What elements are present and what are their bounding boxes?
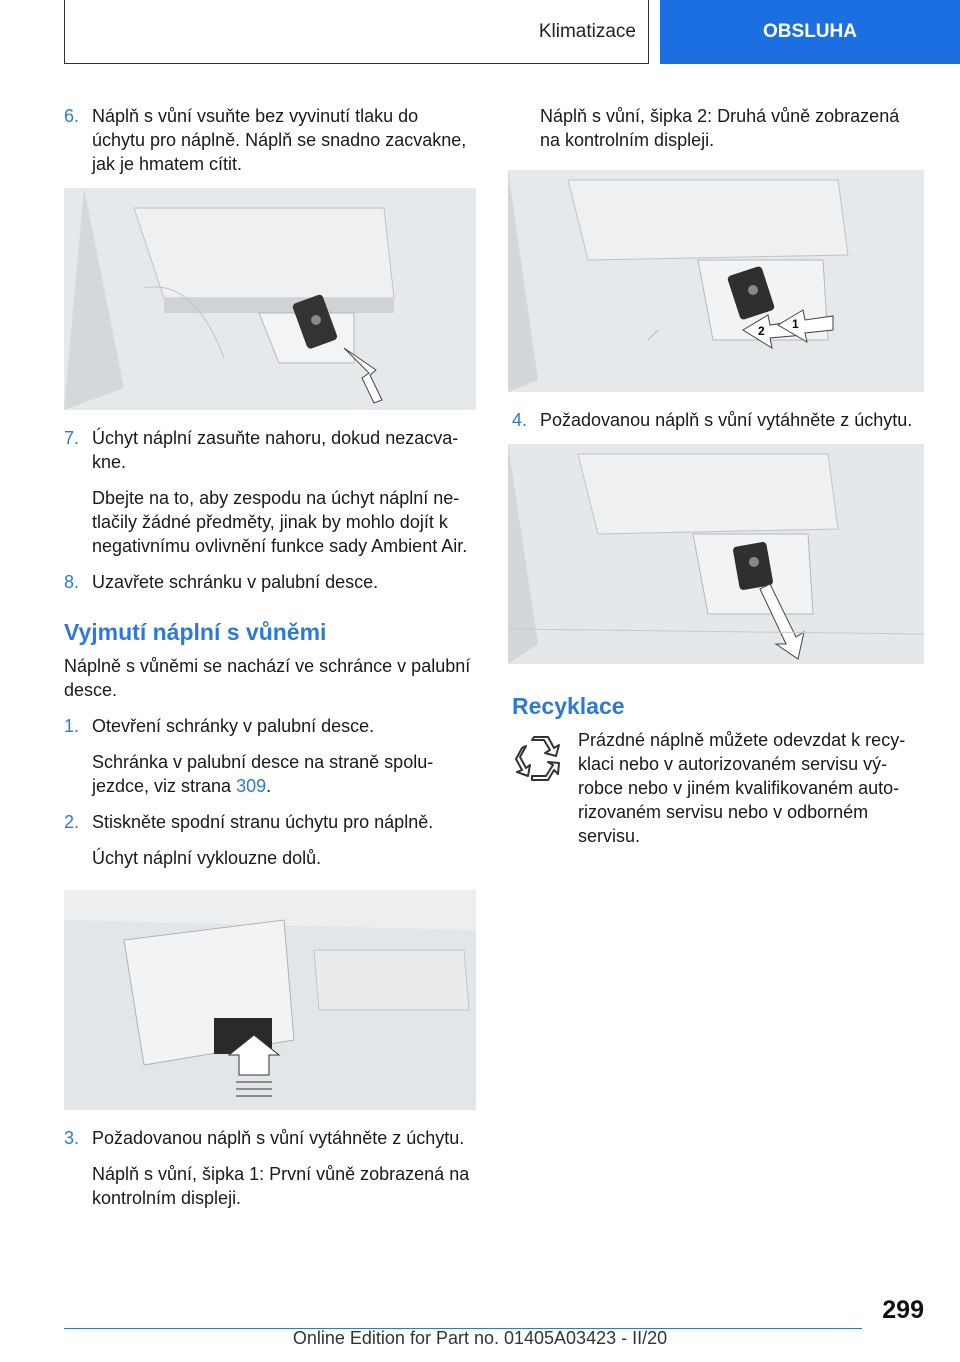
step-3-note: Náplň s vůní, šipka 1: První vůně zobrazená na kontrolním displeji. — [92, 1164, 470, 1208]
right-column — [512, 104, 924, 848]
illustration-insert-cartridge — [64, 188, 476, 410]
illustration-drawing — [64, 188, 476, 410]
recycling-icon — [512, 732, 564, 784]
footer-text: Online Edition for Part no. 01405A03423 - II/20 — [292, 1328, 668, 1348]
step-number: 1. — [64, 716, 80, 736]
step-number: 6. — [64, 106, 80, 126]
arrow-2-note: Náplň s vůní, šipka 2: Druhá vůně zobrazená na kontrolním displeji. — [540, 106, 900, 150]
section-heading-removal: Vyjmutí náplní s vůněmi — [64, 619, 327, 645]
step-2-note: Úchyt náplní vyklouzne dolů. — [92, 848, 322, 868]
left-column — [64, 104, 476, 1222]
step-4 — [512, 408, 924, 432]
removal-intro: Náplně s vůněmi se nachází ve schránce v palubní desce. — [64, 656, 471, 700]
section-heading-recycling: Recyklace — [512, 693, 625, 719]
step-6 — [64, 104, 476, 176]
illustration-drawing — [64, 890, 476, 1110]
illustration-press-holder — [64, 890, 476, 1110]
step-1-note — [64, 750, 476, 798]
step-2 — [64, 810, 476, 834]
step-number: 7. — [64, 428, 80, 448]
step-number: 8. — [64, 572, 80, 592]
step-3 — [64, 1126, 476, 1150]
section-title: Klimatizace — [538, 20, 636, 42]
step-1 — [64, 714, 476, 738]
step-8 — [64, 570, 476, 594]
chapter-tab[interactable]: OBSLUHA — [660, 0, 960, 64]
arrow-label-1: 1 — [792, 317, 799, 331]
illustration-drawing — [508, 170, 924, 392]
step-number: 3. — [64, 1128, 80, 1148]
step-text: Otevření schránky v palubní desce. — [92, 716, 375, 736]
page-reference-link[interactable]: 309 — [236, 776, 267, 796]
step-text: Náplň s vůní vsuňte bez vyvinutí tlaku do úchytu pro náplně. Náplň se snadno zacvakne, jak je hmatem cítit. — [92, 106, 467, 174]
illustration-two-cartridges — [508, 170, 924, 392]
step-7-note: Dbejte na to, aby zespodu na úchyt náplní netlačily žádné předměty, jinak by mohlo dojít k negativnímu ovlivnění funkce sady Ambient Air. — [92, 488, 468, 556]
step-number: 2. — [64, 812, 80, 832]
note-text: Schránka v palubní desce na straně spolujezdce, viz strana — [92, 752, 434, 796]
step-text: Úchyt náplní zasuňte nahoru, dokud nezacvakne. — [92, 428, 459, 472]
illustration-remove-cartridge — [508, 444, 924, 664]
step-text: Uzavřete schránku v palubní desce. — [92, 572, 379, 592]
header-box — [64, 0, 649, 64]
illustration-drawing — [508, 444, 924, 664]
page-number: 299 — [882, 1296, 924, 1324]
step-7 — [64, 426, 476, 474]
step-text: Stiskněte spodní stranu úchytu pro náplně. — [92, 812, 434, 832]
step-text: Požadovanou náplň s vůní vytáhněte z úchytu. — [540, 410, 913, 430]
recycling-block — [512, 728, 924, 848]
step-text: Požadovanou náplň s vůní vytáhněte z úchytu. — [92, 1128, 465, 1148]
note-text-end: . — [266, 776, 272, 796]
arrow-label-2: 2 — [758, 324, 765, 338]
recycling-text — [512, 728, 924, 848]
recycling-text-body: Prázdné náplně můžete odevzdat k recyklaci nebo v autorizovaném servisu výrobce nebo v jiném kvalifikovaném autorizovaném servisu nebo v odborném servisu. — [578, 730, 906, 846]
step-number: 4. — [512, 410, 528, 430]
